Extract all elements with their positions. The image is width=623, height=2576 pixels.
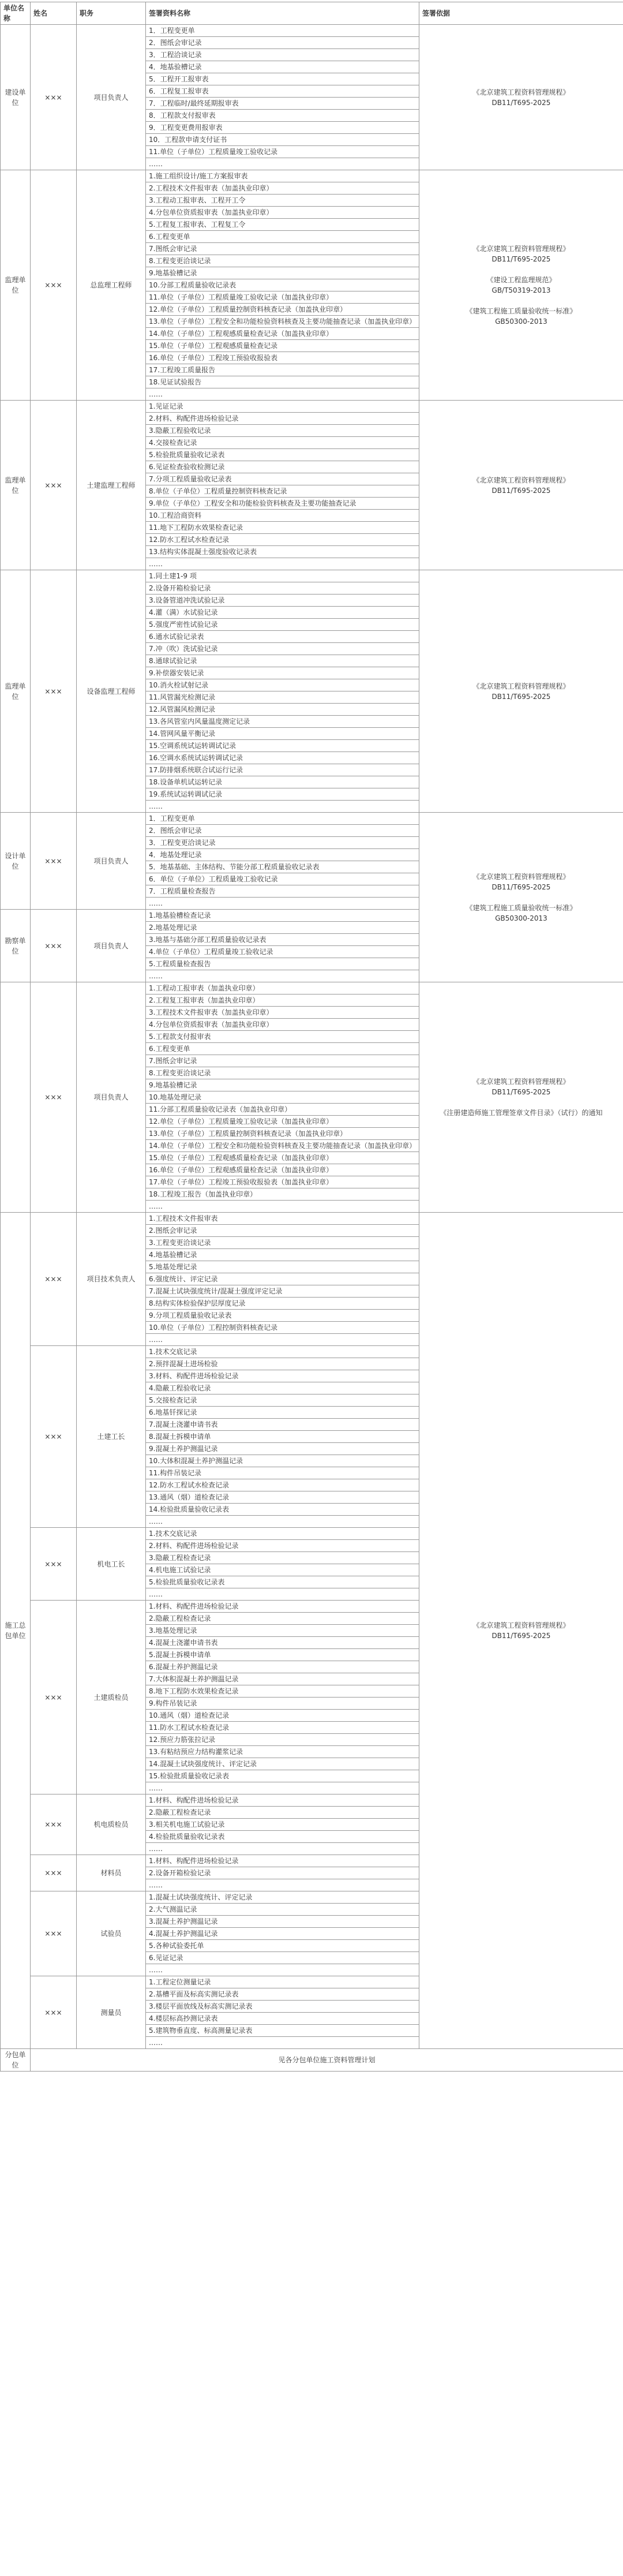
spacer bbox=[422, 892, 620, 903]
basis-line: DB11/T695-2025 bbox=[422, 1631, 620, 1641]
table-row bbox=[1, 170, 623, 401]
doc-item: 13.有粘结预应力结构灌浆记录 bbox=[146, 1746, 419, 1758]
doc-item: 5.强度严密性试验记录 bbox=[146, 619, 419, 631]
doc-item: 4.混凝土浇灌申请书表 bbox=[146, 1637, 419, 1649]
doc-item: 16.单位（子单位）工程竣工预验收报验表 bbox=[146, 352, 419, 364]
docs-cell bbox=[146, 25, 419, 170]
unit-cell bbox=[1, 982, 31, 1213]
basis-line: 《注册建造师施工管理签章文件目录》（试行）的通知 bbox=[422, 1108, 620, 1118]
doc-item: 8.混凝土拆模申请单 bbox=[146, 1431, 419, 1443]
title-cell: 项目负责人 bbox=[77, 813, 146, 910]
doc-item: 10.单位（子单位）工程控制资料核查记录 bbox=[146, 1322, 419, 1334]
doc-item: 9．工程变更费用报审表 bbox=[146, 122, 419, 134]
doc-item: 9.单位（子单位）工程安全和功能检验资料核查及主要功能抽查记录 bbox=[146, 498, 419, 510]
doc-item: 16.空调水系统试运转调试记录 bbox=[146, 752, 419, 764]
basis-line: GB/T50319-2013 bbox=[422, 285, 620, 296]
doc-item: 4.地基验槽记录 bbox=[146, 1249, 419, 1261]
doc-ellipsis: …… bbox=[146, 1334, 419, 1345]
basis-cell bbox=[419, 570, 623, 813]
doc-item: 8．工程款支付报审表 bbox=[146, 110, 419, 122]
doc-item: 14.检验批质量验收记录表 bbox=[146, 1504, 419, 1516]
doc-item: 2．图纸会审记录 bbox=[146, 825, 419, 837]
doc-item: 5.检验批质量验收记录表 bbox=[146, 1576, 419, 1588]
doc-item: 4.楼层标高抄测记录表 bbox=[146, 2013, 419, 2025]
name-cell: ××× bbox=[31, 570, 77, 813]
name-cell: ××× bbox=[31, 170, 77, 401]
doc-item: 11.单位（子单位）工程质量竣工验收记录（加盖执业印章） bbox=[146, 291, 419, 304]
doc-item: 7．工程质量检查报告 bbox=[146, 885, 419, 898]
doc-item: 10.地基处理记录 bbox=[146, 1091, 419, 1104]
doc-item: 5.工程款支付报审表 bbox=[146, 1031, 419, 1043]
doc-item: 7.混凝土浇灌申请书表 bbox=[146, 1419, 419, 1431]
doc-item: 1.材料、构配件进场检验记录 bbox=[146, 1794, 419, 1807]
doc-item: 8.结构实体检验保护层厚度记录 bbox=[146, 1298, 419, 1310]
table-body bbox=[1, 25, 623, 2072]
doc-item: 4.分包单位资质报审表（加盖执业印章） bbox=[146, 207, 419, 219]
doc-item: 9.补偿器安装记录 bbox=[146, 667, 419, 679]
doc-item: 3.工程变更洽谈记录 bbox=[146, 1237, 419, 1249]
doc-item: 2.大气测温记录 bbox=[146, 1904, 419, 1916]
doc-item: 2.工程技术文件报审表（加盖执业印章） bbox=[146, 182, 419, 195]
doc-item: 17.单位（子单位）工程竣工预验收报验表（加盖执业印章） bbox=[146, 1176, 419, 1188]
doc-ellipsis: …… bbox=[146, 801, 419, 812]
doc-item: 11.地下工程防水效果检查记录 bbox=[146, 522, 419, 534]
title-cell: 机电工长 bbox=[77, 1528, 146, 1601]
doc-item: 2.材料、构配件进场检验记录 bbox=[146, 413, 419, 425]
docs-cell bbox=[146, 570, 419, 813]
doc-item: 1.施工组织设计/施工方案报审表 bbox=[146, 170, 419, 182]
doc-item: 14.单位（子单位）工程观感质量检查记录（加盖执业印章） bbox=[146, 328, 419, 340]
doc-ellipsis: …… bbox=[146, 1588, 419, 1600]
docs-cell bbox=[146, 1213, 419, 1346]
header-row bbox=[1, 2, 623, 25]
doc-item: 2.图纸会审记录 bbox=[146, 1225, 419, 1237]
doc-item: 3.隐蔽工程验收记录 bbox=[146, 425, 419, 437]
spacer bbox=[422, 264, 620, 275]
doc-item: 11.单位（子单位）工程质量竣工验收记录 bbox=[146, 146, 419, 158]
doc-item: 17.工程竣工质量报告 bbox=[146, 364, 419, 376]
unit-cell: 分包单位 bbox=[1, 2049, 31, 2072]
doc-item: 7.冲（吹）洗试验记录 bbox=[146, 643, 419, 655]
doc-item: 12.单位（子单位）工程质量竣工验收记录（加盖执业印章） bbox=[146, 1116, 419, 1128]
doc-item: 8.工程变更洽谈记录 bbox=[146, 255, 419, 267]
unit-cell: 监理单位 bbox=[1, 170, 31, 401]
name-cell: ××× bbox=[31, 1855, 77, 1891]
name-cell: ××× bbox=[31, 1891, 77, 1976]
doc-item: 13.结构实体混凝土强度验收记录表 bbox=[146, 546, 419, 558]
doc-ellipsis: …… bbox=[146, 1201, 419, 1212]
doc-item: 14.管网风量平衡记录 bbox=[146, 728, 419, 740]
doc-item: 10.分部工程质量验收记录表 bbox=[146, 279, 419, 291]
docs-cell bbox=[146, 1346, 419, 1528]
basis-cell bbox=[419, 25, 623, 170]
title-cell: 项目负责人 bbox=[77, 982, 146, 1213]
doc-ellipsis: …… bbox=[146, 1516, 419, 1527]
basis-cell bbox=[419, 170, 623, 401]
doc-item: 10.通风（烟）道检查记录 bbox=[146, 1710, 419, 1722]
doc-ellipsis: …… bbox=[146, 558, 419, 570]
doc-item: 5.检验批质量验收记录表 bbox=[146, 449, 419, 461]
doc-item: 9.地基验槽记录 bbox=[146, 267, 419, 279]
doc-item: 3.混凝土养护测温记录 bbox=[146, 1916, 419, 1928]
doc-item: 7．工程临时/最终延期报审表 bbox=[146, 98, 419, 110]
doc-item: 7.分项工程质量验收记录表 bbox=[146, 473, 419, 485]
doc-item: 5．工程开工报审表 bbox=[146, 73, 419, 85]
name-cell: ××× bbox=[31, 813, 77, 910]
spacer bbox=[422, 296, 620, 306]
doc-item: 18.设备单机试运转记录 bbox=[146, 776, 419, 788]
basis-line: DB11/T695-2025 bbox=[422, 98, 620, 108]
docs-cell bbox=[146, 1976, 419, 2049]
docs-cell bbox=[146, 1891, 419, 1976]
doc-item: 11.构件吊装记录 bbox=[146, 1467, 419, 1479]
doc-item: 5.建筑物垂直度、标高测量记录表 bbox=[146, 2025, 419, 2037]
doc-item: 5.交接检查记录 bbox=[146, 1394, 419, 1407]
doc-item: 1.见证记录 bbox=[146, 401, 419, 413]
doc-item: 15.单位（子单位）工程观感质量检查记录（加盖执业印章） bbox=[146, 1152, 419, 1164]
doc-item: 1．工程变更单 bbox=[146, 813, 419, 825]
unit-cell: 设计单位 bbox=[1, 813, 31, 910]
basis-line: 《北京建筑工程资料管理规程》 bbox=[422, 244, 620, 254]
doc-item: 2.设备开箱检验记录 bbox=[146, 582, 419, 595]
basis-line: DB11/T695-2025 bbox=[422, 691, 620, 702]
basis-line: DB11/T695-2025 bbox=[422, 1087, 620, 1097]
doc-item: 1.技术交底记录 bbox=[146, 1346, 419, 1358]
name-cell: ××× bbox=[31, 1794, 77, 1855]
doc-item: 3.工程动工报审表、工程开工令 bbox=[146, 195, 419, 207]
doc-item: 8.地下工程防水效果检查记录 bbox=[146, 1685, 419, 1698]
title-cell: 试验员 bbox=[77, 1891, 146, 1976]
header-title: 职务 bbox=[77, 2, 146, 25]
doc-ellipsis: …… bbox=[146, 1782, 419, 1794]
doc-item: 15.单位（子单位）工程观感质量检查记录 bbox=[146, 340, 419, 352]
doc-item: 1.地基验槽检查记录 bbox=[146, 910, 419, 922]
doc-item: 10．工程款申请支付证书 bbox=[146, 134, 419, 146]
docs-cell bbox=[146, 982, 419, 1213]
doc-item: 7.图纸会审记录 bbox=[146, 243, 419, 255]
doc-item: 1.材料、构配件进场检验记录 bbox=[146, 1601, 419, 1613]
basis-line: 《北京建筑工程资料管理规程》 bbox=[422, 681, 620, 691]
basis-line: GB50300-2013 bbox=[422, 913, 620, 924]
doc-item: 12.防水工程试水检查记录 bbox=[146, 534, 419, 546]
header-unit: 单位名称 bbox=[1, 2, 31, 25]
doc-item: 19.系统试运转调试记录 bbox=[146, 788, 419, 801]
title-cell: 项目负责人 bbox=[77, 25, 146, 170]
table-row bbox=[1, 1213, 623, 1346]
doc-ellipsis: …… bbox=[146, 1879, 419, 1891]
doc-item: 2.隐蔽工程检查记录 bbox=[146, 1807, 419, 1819]
doc-item: 10.消火栓试射记录 bbox=[146, 679, 419, 691]
doc-item: 3.地基处理记录 bbox=[146, 1625, 419, 1637]
doc-item: 4．地基验槽记录 bbox=[146, 61, 419, 73]
title-cell: 土建工长 bbox=[77, 1346, 146, 1528]
doc-item: 15.检验批质量验收记录表 bbox=[146, 1770, 419, 1782]
table-row bbox=[1, 25, 623, 170]
header-docs: 签署资料名称 bbox=[146, 2, 419, 25]
doc-item: 1.混凝土试块强度统计、评定记录 bbox=[146, 1891, 419, 1904]
basis-cell bbox=[419, 401, 623, 570]
doc-ellipsis: …… bbox=[146, 1964, 419, 1976]
doc-item: 1.技术交底记录 bbox=[146, 1528, 419, 1540]
name-cell: ××× bbox=[31, 1528, 77, 1601]
doc-ellipsis: …… bbox=[146, 158, 419, 170]
title-cell: 机电质检员 bbox=[77, 1794, 146, 1855]
doc-item: 12.防水工程试水检查记录 bbox=[146, 1479, 419, 1491]
doc-item: 1．工程变更单 bbox=[146, 25, 419, 37]
doc-item: 13.单位（子单位）工程质量控制资料核查记录（加盖执业印章） bbox=[146, 1128, 419, 1140]
doc-item: 3.设备管道冲洗试验记录 bbox=[146, 595, 419, 607]
doc-item: 5.各种试验委托单 bbox=[146, 1940, 419, 1952]
basis-line: DB11/T695-2025 bbox=[422, 485, 620, 496]
doc-item: 2.地基处理记录 bbox=[146, 922, 419, 934]
doc-item: 8.通球试验记录 bbox=[146, 655, 419, 667]
doc-ellipsis: …… bbox=[146, 1843, 419, 1855]
title-cell: 土建监理工程师 bbox=[77, 401, 146, 570]
doc-item: 12.风管漏风检测记录 bbox=[146, 704, 419, 716]
doc-item: 13.各风管室内风量温度测定记录 bbox=[146, 716, 419, 728]
doc-ellipsis: …… bbox=[146, 898, 419, 909]
doc-item: 7.图纸会审记录 bbox=[146, 1055, 419, 1067]
header-basis: 签署依据 bbox=[419, 2, 623, 25]
name-cell: ××× bbox=[31, 25, 77, 170]
unit-cell: 监理单位 bbox=[1, 401, 31, 570]
doc-item: 3.材料、构配件进场检验记录 bbox=[146, 1370, 419, 1382]
doc-ellipsis: …… bbox=[146, 388, 419, 400]
name-cell: ××× bbox=[31, 1976, 77, 2049]
doc-item: 14.混凝土试块强度统计、评定记录 bbox=[146, 1758, 419, 1770]
doc-item: 13.通风（烟）道检查记录 bbox=[146, 1491, 419, 1504]
doc-item: 5.混凝土拆模申请单 bbox=[146, 1649, 419, 1661]
table-row bbox=[1, 401, 623, 570]
unit-cell: 勘察单位 bbox=[1, 910, 31, 982]
doc-item: 9.地基验槽记录 bbox=[146, 1079, 419, 1091]
doc-item: 6.工程变更单 bbox=[146, 231, 419, 243]
doc-item: 1.材料、构配件进场检验记录 bbox=[146, 1855, 419, 1867]
docs-cell bbox=[146, 1855, 419, 1891]
basis-line: 《北京建筑工程资料管理规程》 bbox=[422, 1620, 620, 1631]
basis-line: DB11/T695-2025 bbox=[422, 254, 620, 264]
doc-item: 9.分项工程质量验收记录表 bbox=[146, 1310, 419, 1322]
doc-item: 9.构件吊装记录 bbox=[146, 1698, 419, 1710]
doc-item: 6．工程复工报审表 bbox=[146, 85, 419, 98]
doc-item: 4.隐蔽工程验收记录 bbox=[146, 1382, 419, 1394]
doc-item: 6.见证记录 bbox=[146, 1952, 419, 1964]
doc-item: 5.地基处理记录 bbox=[146, 1261, 419, 1273]
basis-cell bbox=[419, 1213, 623, 2049]
docs-cell bbox=[146, 1528, 419, 1601]
doc-item: 3.工程技术文件报审表（加盖执业印章） bbox=[146, 1007, 419, 1019]
doc-item: 2．图纸会审记录 bbox=[146, 37, 419, 49]
name-cell: ××× bbox=[31, 1346, 77, 1528]
basis-line: GB50300-2013 bbox=[422, 316, 620, 327]
doc-item: 4.单位（子单位）工程质量竣工验收记录 bbox=[146, 946, 419, 958]
doc-item: 17.防排烟系统联合试运行记录 bbox=[146, 764, 419, 776]
doc-item: 6.强度统计、评定记录 bbox=[146, 1273, 419, 1285]
doc-item: 4.灌（满）水试验记录 bbox=[146, 607, 419, 619]
docs-cell bbox=[146, 1601, 419, 1794]
doc-item: 12.预应力筋张拉记录 bbox=[146, 1734, 419, 1746]
doc-item: 11.风管漏光检测记录 bbox=[146, 691, 419, 704]
doc-item: 5.工程质量检查报告 bbox=[146, 958, 419, 970]
doc-item: 7.混凝土试块强度统计/混凝土强度评定记录 bbox=[146, 1285, 419, 1298]
doc-item: 4．地基处理记录 bbox=[146, 849, 419, 861]
doc-item: 4.机电施工试验记录 bbox=[146, 1564, 419, 1576]
title-cell: 项目技术负责人 bbox=[77, 1213, 146, 1346]
name-cell: ××× bbox=[31, 910, 77, 982]
doc-item: 11.分部工程质量验收记录表（加盖执业印章） bbox=[146, 1104, 419, 1116]
basis-line: 《北京建筑工程资料管理规程》 bbox=[422, 87, 620, 98]
doc-item: 3．工程变更洽谈记录 bbox=[146, 837, 419, 849]
unit-cell: 施工总包单位 bbox=[1, 1213, 31, 2049]
doc-item: 6.地基钎探记录 bbox=[146, 1407, 419, 1419]
doc-item: 2.设备开箱检验记录 bbox=[146, 1867, 419, 1879]
basis-cell bbox=[419, 813, 623, 982]
doc-item: 18.见证试验报告 bbox=[146, 376, 419, 388]
docs-cell bbox=[146, 813, 419, 910]
header-name: 姓名 bbox=[31, 2, 77, 25]
basis-line: 《建筑工程施工质量验收统一标准》 bbox=[422, 306, 620, 316]
doc-item: 1.工程技术文件报审表 bbox=[146, 1213, 419, 1225]
doc-item: 4.检验批质量验收记录表 bbox=[146, 1831, 419, 1843]
doc-item: 2.隐蔽工程检查记录 bbox=[146, 1613, 419, 1625]
doc-item: 7.大体积混凝土养护测温记录 bbox=[146, 1673, 419, 1685]
basis-line: 《建设工程监理规范》 bbox=[422, 275, 620, 285]
title-cell: 设备监理工程师 bbox=[77, 570, 146, 813]
docs-cell bbox=[146, 910, 419, 982]
doc-item: 10.大体积混凝土养护测温记录 bbox=[146, 1455, 419, 1467]
doc-item: 16.单位（子单位）工程观感质量检查记录（加盖执业印章） bbox=[146, 1164, 419, 1176]
docs-cell bbox=[146, 170, 419, 401]
doc-item: 2.基槽平面及标高实测记录表 bbox=[146, 1988, 419, 2001]
doc-item: 6.混凝土养护测温记录 bbox=[146, 1661, 419, 1673]
name-cell: ××× bbox=[31, 1601, 77, 1794]
basis-line: 《北京建筑工程资料管理规程》 bbox=[422, 475, 620, 485]
doc-item: 9.混凝土养护测温记录 bbox=[146, 1443, 419, 1455]
docs-cell bbox=[146, 401, 419, 570]
doc-item: 5．地基基础、主体结构、节能分部工程质量验收记录表 bbox=[146, 861, 419, 873]
basis-cell bbox=[419, 982, 623, 1213]
doc-item: 3.楼层平面放线及标高实测记录表 bbox=[146, 2001, 419, 2013]
doc-item: 8.单位（子单位）工程质量控制资料核查记录 bbox=[146, 485, 419, 498]
title-cell: 土建质检员 bbox=[77, 1601, 146, 1794]
doc-item: 6．单位（子单位）工程质量竣工验收记录 bbox=[146, 873, 419, 885]
doc-item: 5.工程复工报审表、工程复工令 bbox=[146, 219, 419, 231]
name-cell: ××× bbox=[31, 1213, 77, 1346]
footer-cell: 见各分包单位施工资料管理计划 bbox=[31, 2049, 623, 2072]
doc-item: 4.交接检查记录 bbox=[146, 437, 419, 449]
doc-item: 2.工程复工报审表（加盖执业印章） bbox=[146, 994, 419, 1007]
doc-item: 1.工程定位测量记录 bbox=[146, 1976, 419, 1988]
unit-cell: 建设单位 bbox=[1, 25, 31, 170]
basis-line: 《北京建筑工程资料管理规程》 bbox=[422, 1076, 620, 1087]
doc-item: 3.地基与基础分部工程质量验收记录表 bbox=[146, 934, 419, 946]
doc-ellipsis: …… bbox=[146, 970, 419, 982]
doc-item: 18.工程竣工报告（加盖执业印章） bbox=[146, 1188, 419, 1201]
doc-item: 1.工程动工报审表（加盖执业印章） bbox=[146, 982, 419, 994]
doc-item: 6.工程变更单 bbox=[146, 1043, 419, 1055]
title-cell: 项目负责人 bbox=[77, 910, 146, 982]
doc-item: 2.材料、构配件进场检验记录 bbox=[146, 1540, 419, 1552]
doc-item: 10.工程洽商资料 bbox=[146, 510, 419, 522]
doc-item: 3.隐蔽工程检查记录 bbox=[146, 1552, 419, 1564]
name-cell: ××× bbox=[31, 401, 77, 570]
footer-row bbox=[1, 2049, 623, 2072]
doc-item: 2.预拌混凝土进场检验 bbox=[146, 1358, 419, 1370]
spacer bbox=[422, 1097, 620, 1108]
table-row bbox=[1, 982, 623, 1213]
docs-cell bbox=[146, 1794, 419, 1855]
doc-item: 4.分包单位资质报审表（加盖执业印章） bbox=[146, 1019, 419, 1031]
doc-item: 12.单位（子单位）工程质量控制资料核查记录（加盖执业印章） bbox=[146, 304, 419, 316]
unit-cell: 监理单位 bbox=[1, 570, 31, 813]
doc-item: 14.单位（子单位）工程安全和功能检验资料核查及主要功能抽查记录（加盖执业印章） bbox=[146, 1140, 419, 1152]
basis-line: 《建筑工程施工质量验收统一标准》 bbox=[422, 903, 620, 913]
doc-item: 13.单位（子单位）工程安全和功能检验资料核查及主要功能抽查记录（加盖执业印章） bbox=[146, 316, 419, 328]
doc-item: 1.同土建1-9 项 bbox=[146, 570, 419, 582]
doc-item: 8.工程变更洽谈记录 bbox=[146, 1067, 419, 1079]
signature-table bbox=[0, 2, 623, 2072]
table-row bbox=[1, 570, 623, 813]
basis-line: DB11/T695-2025 bbox=[422, 882, 620, 892]
title-cell: 测量员 bbox=[77, 1976, 146, 2049]
doc-item: 11.防水工程试水检查记录 bbox=[146, 1722, 419, 1734]
doc-ellipsis: …… bbox=[146, 2037, 419, 2048]
title-cell: 材料员 bbox=[77, 1855, 146, 1891]
doc-item: 3.相关机电施工试验记录 bbox=[146, 1819, 419, 1831]
table-row bbox=[1, 813, 623, 910]
basis-line: 《北京建筑工程资料管理规程》 bbox=[422, 872, 620, 882]
doc-item: 3．工程洽谈记录 bbox=[146, 49, 419, 61]
name-cell: ××× bbox=[31, 982, 77, 1213]
doc-item: 6.通水试验记录表 bbox=[146, 631, 419, 643]
doc-item: 15.空调系统试运转调试记录 bbox=[146, 740, 419, 752]
title-cell: 总监理工程师 bbox=[77, 170, 146, 401]
doc-item: 6.见证检查验收检测记录 bbox=[146, 461, 419, 473]
doc-item: 4.混凝土养护测温记录 bbox=[146, 1928, 419, 1940]
